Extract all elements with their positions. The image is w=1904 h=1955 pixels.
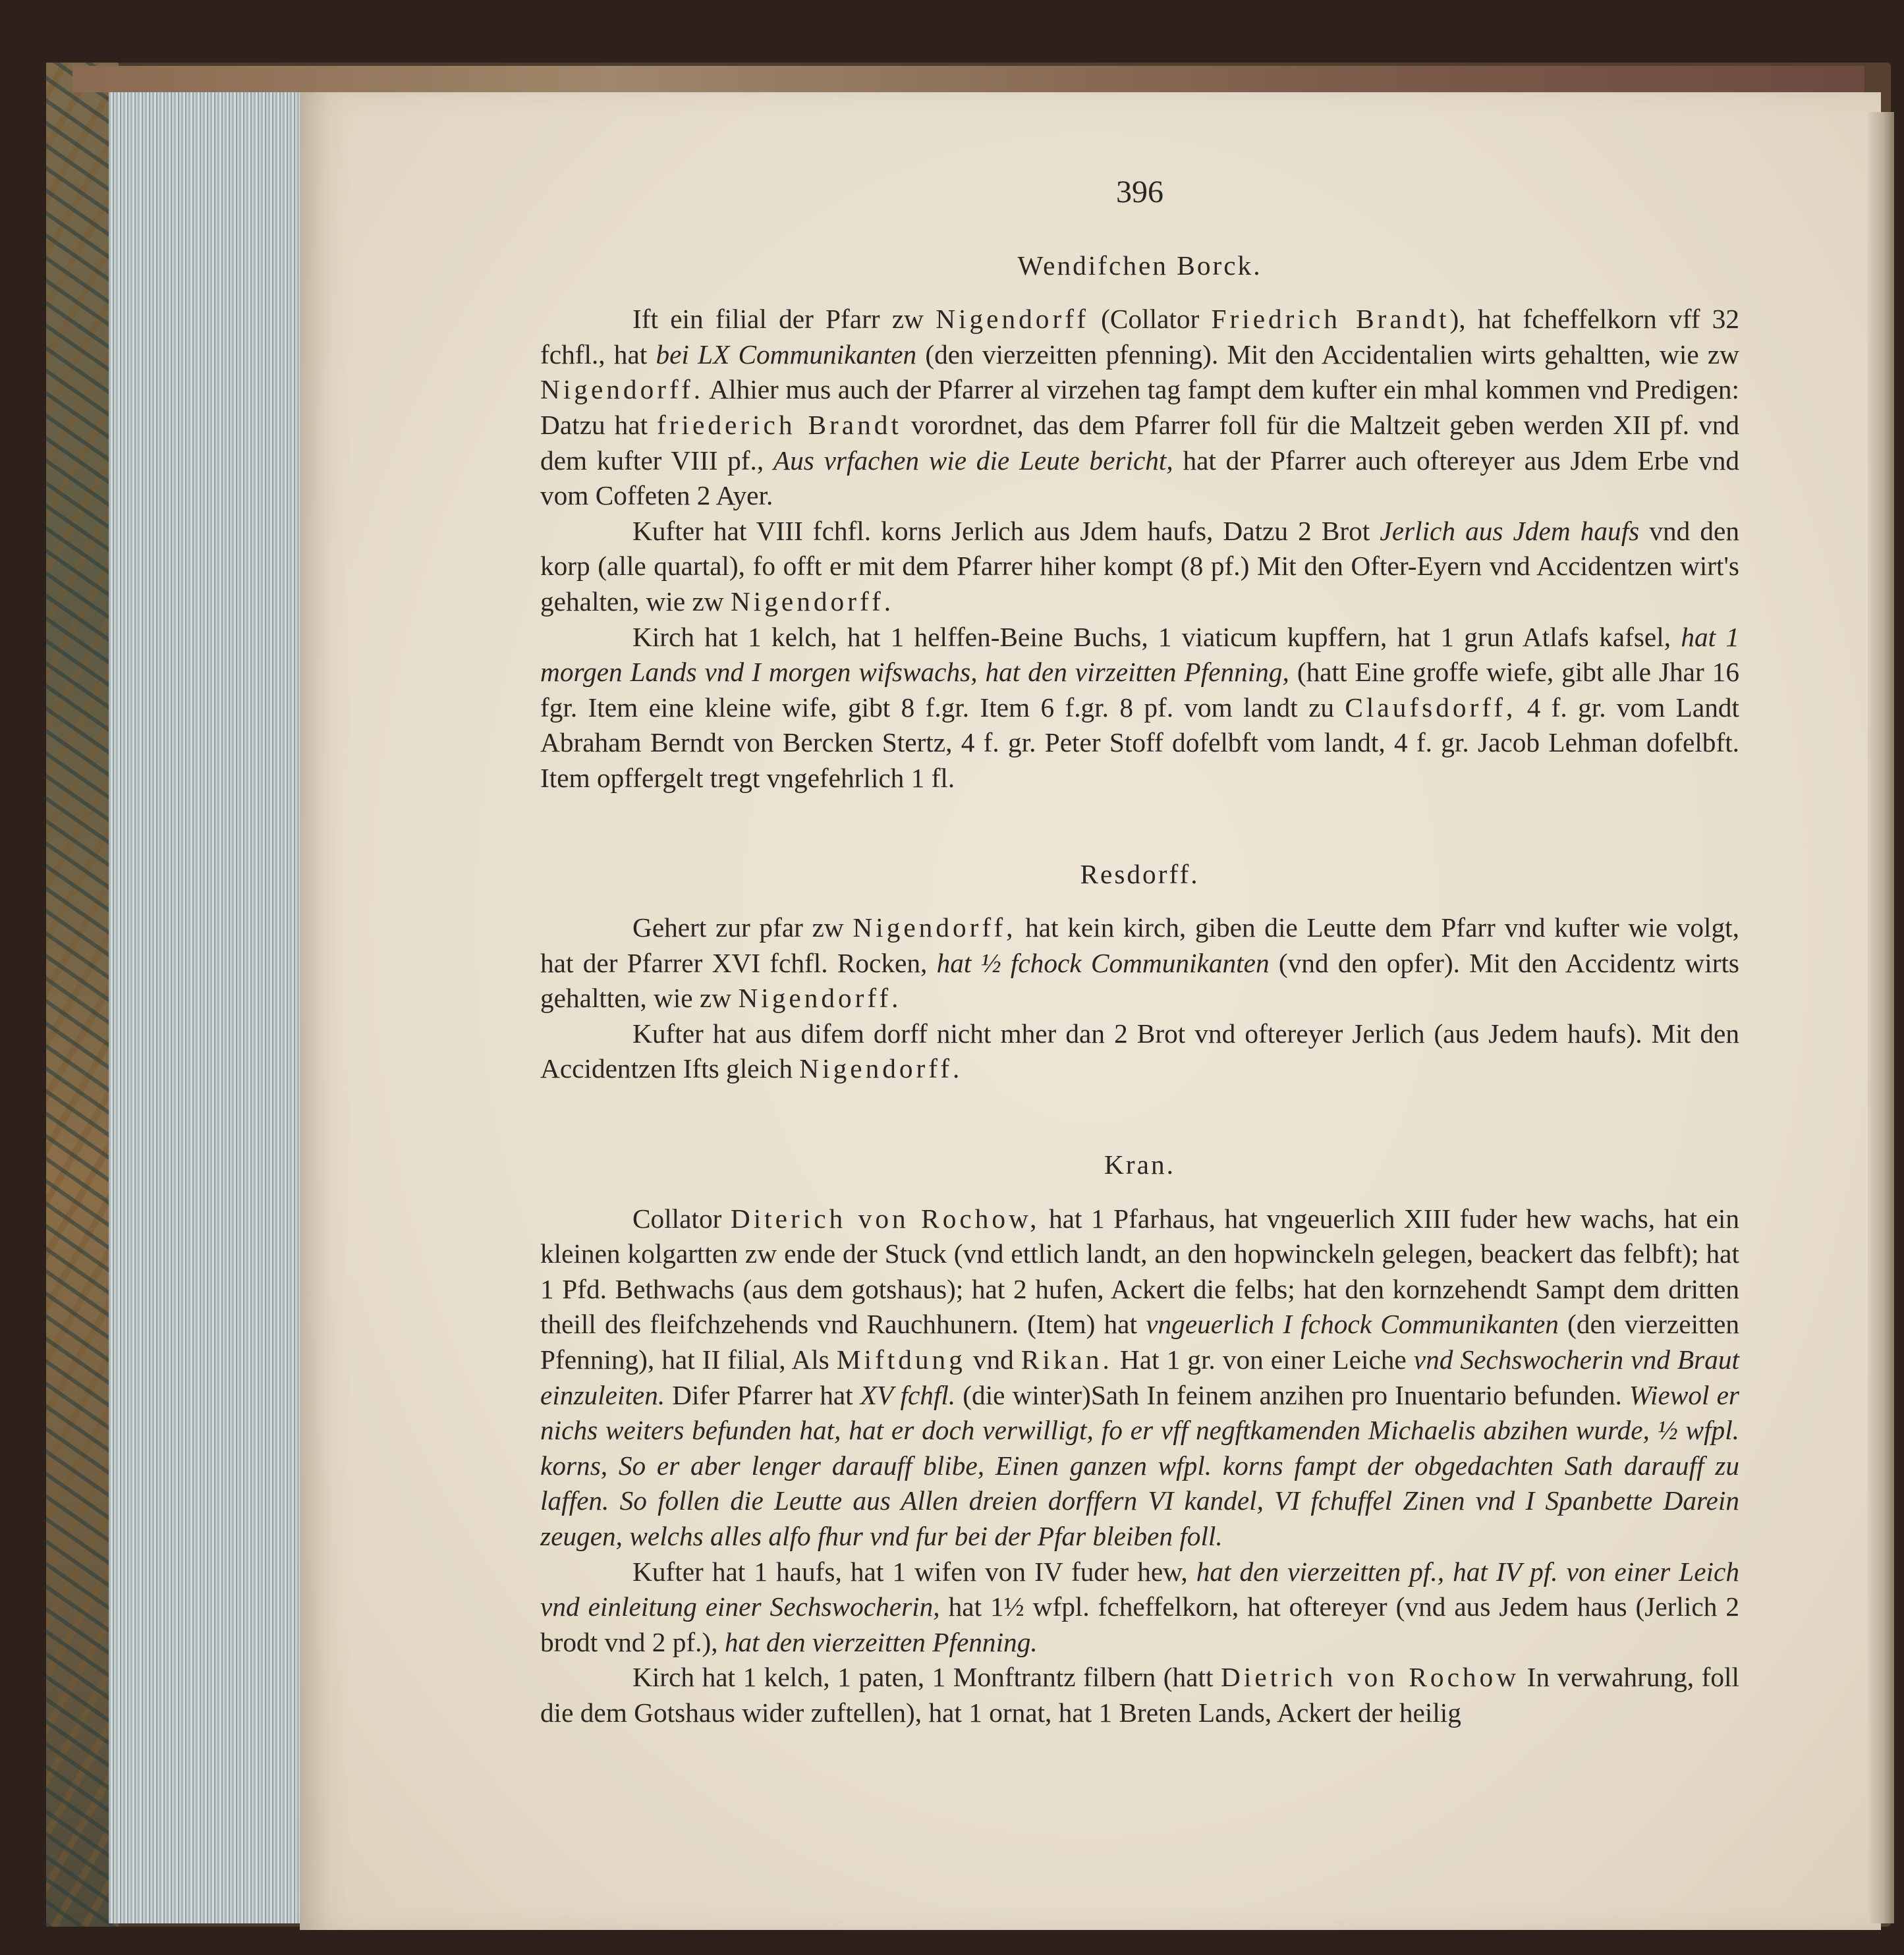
text-run: Kufter hat VIII fchfl. korns Jerlich aus Jdem haufs, Datzu 2 Brot [632, 515, 1380, 546]
text-run: ), hat fcheffelkorn vff 32 fchfl., hat [540, 304, 1739, 370]
spaced-name-run: Dietrich von Rochow [1221, 1662, 1520, 1693]
text-run: hat kein kirch, giben die Leutte dem Pfarr vnd kufter wie volgt, hat der Pfarrer XVI fchfl. Rocken, [540, 912, 1739, 978]
section-body [540, 1201, 1739, 1731]
text-run: (die winter)Sath In feinem anzihen pro Inuentario befunden. [955, 1379, 1629, 1410]
text-run: hat der Pfarrer auch oftereyer aus Jdem Erbe vnd vom Coffeten 2 Ayer. [540, 445, 1739, 511]
text-run: (den vierzeitten Pfenning), hat II filial, Als [540, 1309, 1739, 1375]
section-body [540, 910, 1739, 1087]
cover-top-strip [72, 66, 1864, 92]
paragraph [540, 1201, 1739, 1555]
paragraph [540, 1555, 1739, 1661]
text-run: hat 1½ wfpl. fcheffelkorn, hat oftereyer (vnd aus Jedem haus (Jerlich 2 brodt vnd 2 pf.), [540, 1591, 1739, 1657]
text-run: Ift ein filial der Pfarr zw [632, 304, 936, 335]
text-run: Gehert zur pfar zw [632, 912, 853, 943]
text-run: Alhier mus auch der Pfarrer al virzehen tag fampt dem kufter ein mhal kommen vnd Predigen: Datzu hat [540, 374, 1739, 440]
italic-run: hat den vierzeitten Pfenning. [724, 1626, 1038, 1657]
section-heading: Wendifchen Borck. [1017, 250, 1262, 281]
spaced-name-run: Nigendorff. [730, 586, 895, 617]
paragraph [540, 910, 1739, 1016]
text-run: Kirch hat 1 kelch, 1 paten, 1 Monftrantz filbern (hatt [632, 1662, 1221, 1693]
text-run: (vnd den opfer). Mit den Accidentz wirts gehaltten, wie zw [540, 947, 1739, 1014]
spaced-name-run: Nigendorff. [738, 983, 902, 1014]
text-run: Difer Pfarrer hat [665, 1379, 860, 1410]
text-run: 4 f. gr. vom Landt Abraham Berndt von Bercken Stertz, 4 f. gr. Peter Stoff dofelbft vom landt, 4 f. gr. Jacob Lehman dofelbft. Item opffergelt tregt vngefehrlich 1 fl. [540, 692, 1739, 793]
italic-run: hat ½ fchock Communikanten [936, 947, 1270, 978]
spaced-name-run: Friedrich Brandt [1211, 304, 1450, 335]
spaced-name-run: Nigendorff, [853, 912, 1017, 943]
italic-run: hat 1 morgen Lands vnd I morgen wifswachs, hat den virzeitten Pfenning, [540, 621, 1739, 688]
text-run: (den vierzeitten pfenning). Mit den Accidentalien wirts gehaltten, wie zw [916, 339, 1739, 370]
italic-run: Wiewol er nichs weiters befunden hat, hat er doch verwilligt, fo er vff negftkamenden Michaelis abzihen wurde, ½ wfpl. korns, So er aber lenger darauff blibe, Einen ganzen wfpl. korns fampt der obgedachten Sath darauff zu laffen. So follen die Leutte aus Allen dreien dorffern VI kandel, VI fchuffel Zinen vnd I Spanbette Darein zeugen, welchs alles alfo fhur vnd fur bei der Pfar bleiben foll. [540, 1379, 1739, 1551]
text-run: Kufter hat 1 haufs, hat 1 wifen von IV fuder hew, [632, 1556, 1196, 1587]
spaced-name-run: friederich Brandt [657, 409, 902, 440]
spaced-name-run: Nigendorff. [799, 1053, 963, 1084]
paragraph [540, 1660, 1739, 1730]
italic-run: Aus vrfachen wie die Leute bericht, [773, 445, 1173, 476]
text-run: Kufter hat aus difem dorff nicht mher dan 2 Brot vnd oftereyer Jerlich (aus Jedem haufs). Mit den Accidentzen Ifts gleich [540, 1018, 1739, 1084]
text-run: vnd [965, 1344, 1021, 1375]
section-body [540, 302, 1739, 796]
page-content [540, 175, 1739, 1731]
text-run: (Collator [1088, 304, 1212, 335]
text-run: vnd den korp (alle quartal), fo offt er mit dem Pfarrer hiher kompt (8 pf.) Mit den Ofter-Eyern vnd Accidentzen wirt's gehalten, wie zw [540, 515, 1740, 617]
paragraph [540, 620, 1739, 796]
text-run: In verwahrung, foll die dem Gotshaus wider zuftellen), hat 1 ornat, hat 1 Breten Lands, Ackert der heilig [540, 1662, 1739, 1728]
marbled-cover-edge [46, 63, 119, 1927]
page-number: 396 [1116, 175, 1163, 209]
spaced-name-run: Diterich von Rochow, [730, 1203, 1040, 1234]
spaced-name-run: Miftdung [836, 1344, 966, 1375]
spaced-name-run: Rikan. [1021, 1344, 1113, 1375]
italic-run: hat den vierzeitten pf., hat IV pf. von einer Leich vnd einleitung einer Sechswocherin, [540, 1556, 1740, 1622]
text-run: hat 1 Pfarhaus, hat vngeuerlich XIII fuder hew wachs, hat ein kleinen kolgartten zw ende der Stuck (vnd ettlich landt, an den hopwinckeln gelegen, beackert das felbft); hat 1 Pfd. Bethwachs (aus dem gotshaus); hat 2 hufen, Ackert die felbs; hat den kornzehendt Sampt dem dritten theill des fleifchzehends vnd Rauchhunern. (Item) hat [540, 1203, 1740, 1340]
text-run: vorordnet, das dem Pfarrer foll für die Maltzeit geben werden XII pf. vnd dem kufter VIII pf., [540, 409, 1739, 476]
italic-run: bei LX Communikanten [656, 339, 917, 370]
section-heading: Kran. [1104, 1149, 1175, 1180]
opposite-page-edge [1868, 112, 1894, 1923]
spaced-name-run: Claufsdorff, [1345, 692, 1517, 723]
page-block-edges [109, 92, 306, 1923]
italic-run: Jerlich aus Jdem haufs [1380, 515, 1640, 546]
text-run: Hat 1 gr. von einer Leiche [1112, 1344, 1414, 1375]
text-run: Collator [632, 1203, 731, 1234]
section-heading: Resdorff. [1080, 858, 1200, 889]
italic-run: vngeuerlich I fchock Communikanten [1146, 1309, 1559, 1340]
spaced-name-run: Nigendorff [936, 304, 1089, 335]
paragraph [540, 1016, 1739, 1087]
italic-run: XV fchfl. [860, 1379, 956, 1410]
text-run: Kirch hat 1 kelch, hat 1 helffen-Beine Buchs, 1 viaticum kupffern, hat 1 grun Atlafs kafsel, [632, 621, 1681, 652]
paragraph [540, 302, 1739, 514]
italic-run: vnd Sechswocherin vnd Braut einzuleiten. [540, 1344, 1740, 1410]
paragraph [540, 514, 1739, 620]
spaced-name-run: Nigendorff. [540, 374, 704, 405]
text-run: (hatt Eine groffe wiefe, gibt alle Jhar 16 fgr. Item eine kleine wife, gibt 8 f.gr. Item 6 f.gr. 8 pf. vom landt zu [540, 657, 1739, 723]
